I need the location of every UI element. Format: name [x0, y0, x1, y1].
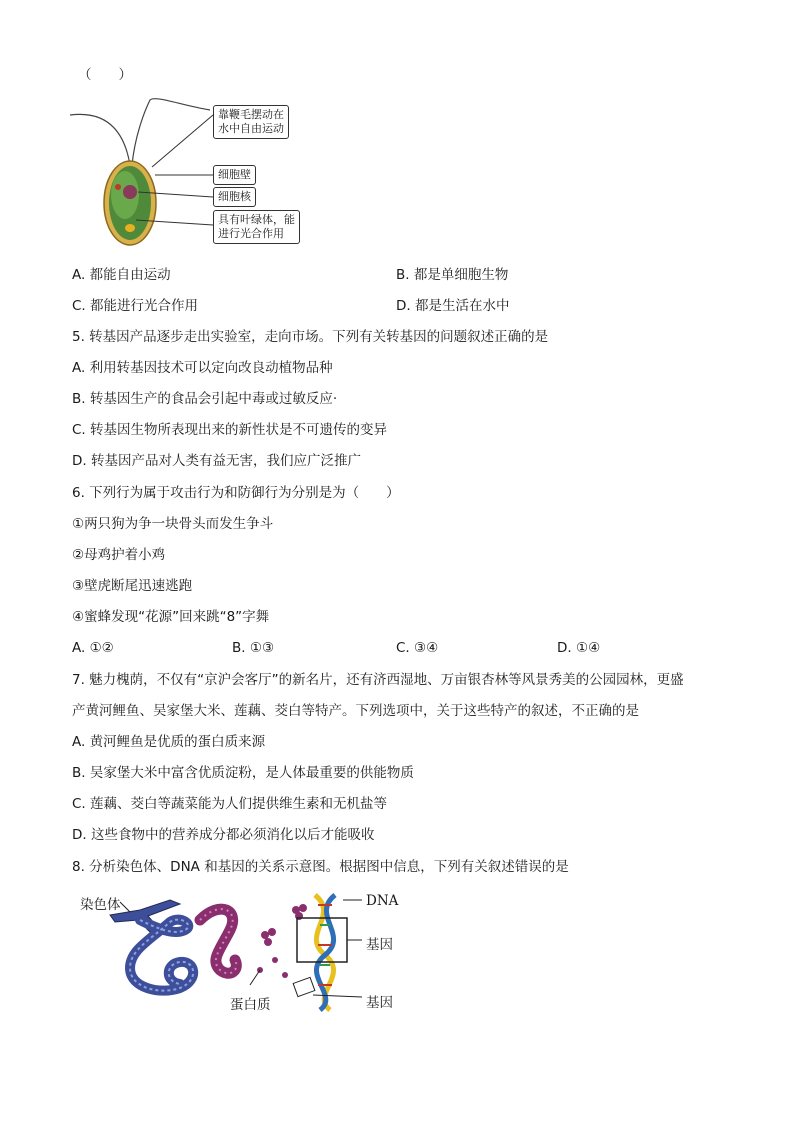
q6-item-3: ③壁虎断尾迅速逃跑	[72, 578, 193, 594]
label-dna: DNA	[366, 893, 399, 909]
q6-option-d: D. ①④	[557, 640, 601, 656]
callout-nucleus-text: 细胞核	[218, 190, 251, 203]
callout-cell-wall	[213, 165, 256, 185]
q7-option-c: C. 莲藕、茭白等蔬菜能为人们提供维生素和无机盐等	[72, 796, 388, 812]
q6-item-4: ④蜜蜂发现“花源”回来跳“8”字舞	[72, 609, 270, 625]
q6-item-1: ①两只狗为争一块骨头而发生争斗	[72, 516, 274, 532]
callout-flagellum	[213, 105, 289, 139]
q4-option-b: B. 都是单细胞生物	[396, 267, 509, 283]
q4-option-a: A. 都能自由运动	[72, 267, 171, 283]
gene-box-small	[293, 977, 315, 996]
q6-option-b: B. ①③	[232, 640, 275, 656]
eyespot	[115, 184, 121, 190]
q8-stem: 8. 分析染色体、DNA 和基因的关系示意图。根据图中信息，下列有关叙述错误的是	[72, 859, 569, 875]
callout-chloroplast	[213, 210, 300, 244]
q6-item-2: ②母鸡护着小鸡	[72, 547, 166, 563]
q6-option-a: A. ①②	[72, 640, 114, 656]
protein-beads	[257, 904, 307, 978]
q5-option-d: D. 转基因产品对人类有益无害，我们应广泛推广	[72, 453, 361, 469]
nucleus	[123, 185, 137, 199]
nucleosome-coil	[200, 909, 236, 973]
label-gene-1: 基因	[366, 937, 393, 953]
q7-stem-line1: 7. 魅力槐荫，不仅有“京沪会客厅”的新名片，还有济西湿地、万亩银杏林等风景秀美的公园园林，更盛	[72, 672, 684, 688]
question-paren: （ ）	[78, 67, 132, 83]
q5-option-c: C. 转基因生物所表现出来的新性状是不可遗传的变异	[72, 422, 388, 438]
label-protein: 蛋白质	[230, 997, 271, 1013]
q5-option-b: B. 转基因生产的食品会引起中毒或过敏反应·	[72, 391, 338, 407]
flagellum-right	[132, 99, 210, 165]
label-gene-2: 基因	[366, 995, 393, 1011]
callout-cell-wall-text: 细胞壁	[218, 168, 251, 181]
q4-option-c: C. 都能进行光合作用	[72, 298, 199, 314]
q5-stem: 5. 转基因产品逐步走出实验室，走向市场。下列有关转基因的问题叙述正确的是	[72, 329, 549, 345]
q5-option-a: A. 利用转基因技术可以定向改良动植物品种	[72, 360, 333, 376]
q6-option-c: C. ③④	[396, 640, 439, 656]
callout-nucleus	[213, 187, 256, 207]
q7-option-d: D. 这些食物中的营养成分都必须消化以后才能吸收	[72, 827, 375, 843]
q7-option-a: A. 黄河鲤鱼是优质的蛋白质来源	[72, 734, 266, 750]
q6-stem: 6. 下列行为属于攻击行为和防御行为分别是为（ ）	[72, 485, 400, 501]
flagellum-left	[70, 114, 130, 165]
callout-flagellum-text: 靠鞭毛摆动在 水中自由运动	[218, 108, 284, 135]
callout-chloroplast-text: 具有叶绿体，能 进行光合作用	[218, 213, 295, 240]
q7-stem-line2: 产黄河鲤鱼、吴家堡大米、莲藕、茭白等特产。下列选项中，关于这些特产的叙述，不正确的是	[72, 703, 639, 719]
label-chromosome: 染色体	[80, 897, 121, 913]
q7-option-b: B. 吴家堡大米中富含优质淀粉，是人体最重要的供能物质	[72, 765, 414, 781]
q4-option-d: D. 都是生活在水中	[396, 298, 510, 314]
dna-helix	[315, 895, 335, 1010]
